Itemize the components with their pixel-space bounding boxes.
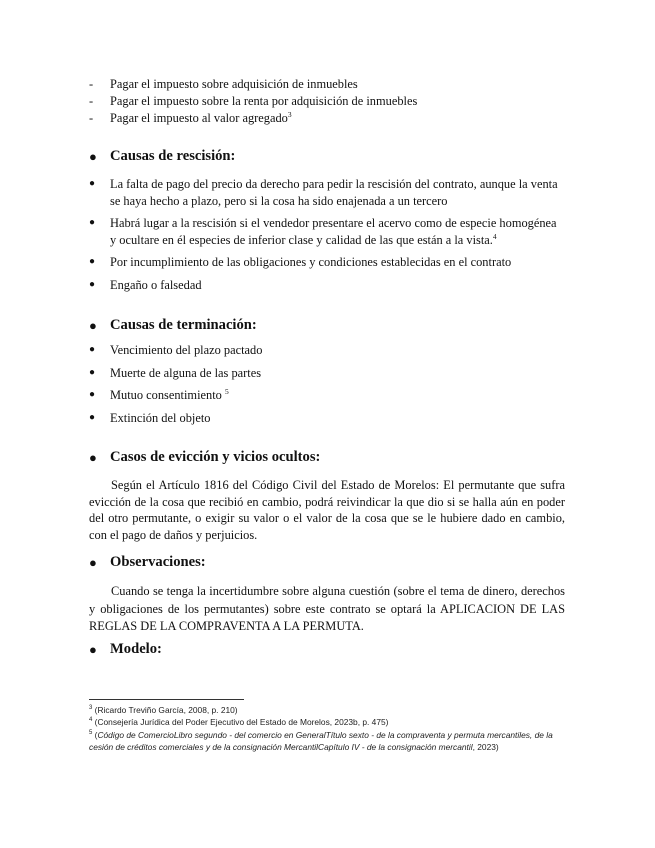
- bullet-icon: ●: [89, 344, 96, 355]
- footnote: $^3$ (Ricardo Treviño García, 2008, p. 210): [89, 705, 238, 715]
- footnote: $^5$ (Código de ComercioLibro segundo - del comercio en GeneralTítulo sexto - de la compraventa y permuta mercantiles, de la cesión de créditos comerciales y de la consignación MercantilCapítulo IV - de la consignación mercantil, 2023): [89, 729, 553, 753]
- bullet-icon: ●: [89, 641, 97, 657]
- bullet-icon: ●: [89, 317, 97, 333]
- rescision-list: [89, 176, 565, 299]
- bullet-icon: ●: [89, 449, 97, 465]
- list-item: ● Muerte de alguna de las partes: [89, 365, 262, 380]
- footnotes: [89, 704, 559, 754]
- bullet-icon: ●: [89, 148, 97, 164]
- footnote-ref[interactable]: 4: [492, 231, 497, 241]
- list-item: ● La falta de pago del precio da derecho para pedir la rescisión del contrato, aunque la venta se haya hecho a plazo, pero si la cosa ha sido enajenada a un tercero: [89, 177, 558, 208]
- section-heading-modelo: ● Modelo:: [89, 641, 162, 657]
- list-item: ● Engaño o falsedad: [89, 277, 202, 292]
- bullet-icon: ●: [89, 389, 96, 400]
- list-item: - Pagar el impuesto sobre adquisición de inmuebles: [89, 77, 358, 91]
- terminacion-list: [89, 342, 565, 432]
- bullet-icon: ●: [89, 411, 96, 423]
- footnote-ref[interactable]: 3: [287, 109, 292, 119]
- list-item: ● Por incumplimiento de las obligaciones y condiciones establecidas en el contrato: [89, 255, 512, 269]
- bullet-icon: ●: [89, 178, 96, 189]
- section-heading-observaciones: ● Observaciones:: [89, 554, 206, 570]
- bullet-icon: ●: [89, 278, 96, 290]
- footnote-separator: [89, 699, 244, 700]
- list-item: - Pagar el impuesto al valor agregado$^3$: [89, 109, 292, 125]
- bullet-icon: ●: [89, 256, 96, 267]
- footnote: $^4$ (Consejería Jurídica del Poder Ejecutivo del Estado de Morelos, 2023b, p. 475): [89, 717, 389, 728]
- bullet-icon: ●: [89, 554, 97, 570]
- bullet-icon: ●: [89, 366, 96, 378]
- list-item: - Pagar el impuesto sobre la renta por adquisición de inmuebles: [89, 94, 418, 108]
- eviccion-paragraph: Según el Artículo 1816 del Código Civil del Estado de Morelos: El permutante que sufra evicción de la cosa que recibió en cambio, podrá reivindicar la que dio si se halla aún en poder del otro permutante, o exigir su valor o el valor de la cosa que se le hubiere dado en cambio, con el pago de daños y perjuicios.: [89, 478, 565, 542]
- list-item: ● Habrá lugar a la rescisión si el vendedor presentare el acervo como de especie homogénea y ocultare en él especies de inferior clase y calidad de las que están a la vista.$^4$: [89, 216, 557, 247]
- list-item: ● Extinción del objeto: [89, 410, 211, 425]
- list-item: ● Vencimiento del plazo pactado: [89, 343, 263, 357]
- list-item: ● Mutuo consentimiento $^5$: [89, 386, 229, 402]
- section-heading-terminacion: ● Causas de terminación:: [89, 317, 257, 333]
- tax-obligations-list: [89, 76, 549, 127]
- bullet-icon: ●: [89, 217, 96, 228]
- footnote-ref[interactable]: 5: [224, 386, 229, 396]
- section-heading-rescision: ● Causas de rescisión:: [89, 148, 236, 164]
- section-heading-eviccion: ● Casos de evicción y vicios ocultos:: [89, 449, 321, 465]
- observaciones-paragraph: Cuando se tenga la incertidumbre sobre alguna cuestión (sobre el tema de dinero, derechos y obligaciones de los permutantes) sobre este contrato se optará la APLICACION DE LAS REGLAS DE LA COMPRAVENTA A LA PERMUTA.: [89, 584, 565, 633]
